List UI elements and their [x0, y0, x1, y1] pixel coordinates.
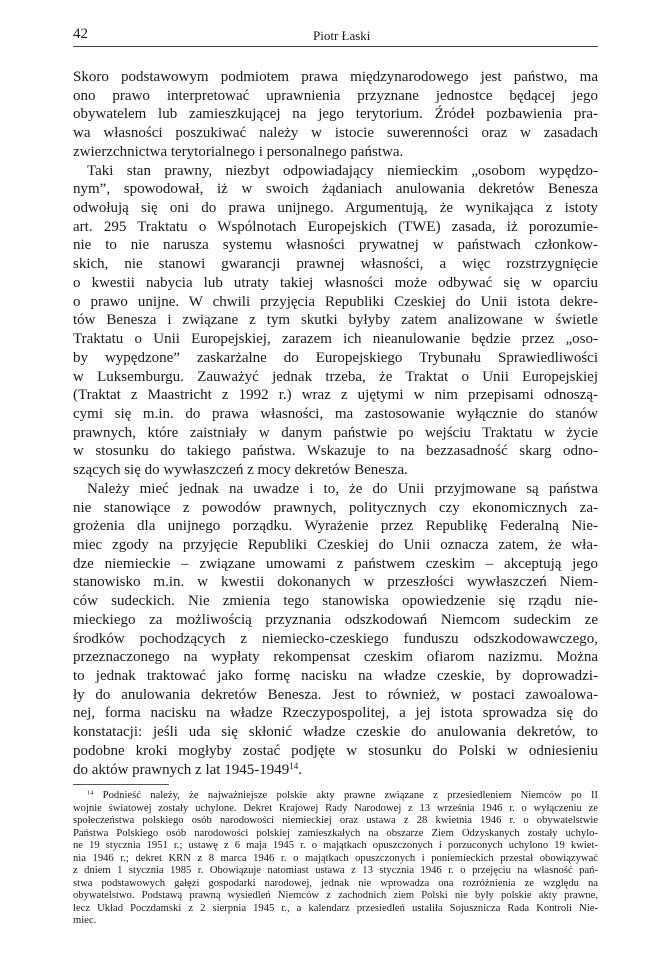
text-line: ono prawo interpretować uprawnienia przyznane jednostce będącej jego	[73, 87, 598, 104]
text-line: grożenia dla unijnego porządku. Wyrażenie przez Republikę Federalną Nie-	[73, 518, 598, 535]
text-line: tów Benesza i związane z tym skutki byłyby zatem analizowane w świetle	[73, 312, 598, 329]
footnote-line: z dniem 1 stycznia 1985 r. Obowiązuje natomiast ustawa z 13 stycznia 1946 r. o przejęciu na własność pań-	[73, 865, 598, 877]
text-line-content: do aktów prawnych z lat 1945-1949	[73, 761, 290, 778]
text-line: nie to nie narusza systemu własności prywatnej w państwach członkow-	[73, 237, 598, 254]
footnote-line: wojnie światowej zostały uchylone. Dekret Krajowej Rady Narodowej z 13 września 1946 r. o wyłączeniu ze	[73, 802, 598, 814]
text-line: nie stanowiące z powodów prawnych, politycznych czy ekonomicznych za-	[73, 499, 598, 516]
footnote-reference[interactable]: 14	[289, 760, 299, 771]
text-line: środków pochodzących z niemiecko-czeskiego funduszu odszkodowawczego,	[73, 630, 598, 647]
text-line: Należy mieć jednak na uwadze i to, że do Unii przyjmowane są państwa	[87, 480, 598, 497]
text-line: art. 295 Traktatu o Wspólnotach Europejskich (TWE) zasada, iż porozumie-	[73, 218, 598, 235]
text-line: o prawo unijne. W chwili przyjęcia Republiki Czeskiej do Unii istota dekre-	[73, 293, 598, 310]
text-line: Skoro podstawowym podmiotem prawa międzynarodowego jest państwo, ma	[73, 69, 598, 85]
footnote-text: Podnieść należy, że najważniejsze polskie akty prawne związane z przesiedleniem Niemców po II	[102, 790, 598, 801]
paragraph-3	[73, 480, 598, 780]
text-line: to jednak traktować jako formę nacisku na władze czeskie, by doprowadzi-	[73, 668, 598, 684]
text-line: Taki stan prawny, niezbyt odpowiadający niemieckim „osobom wypędzo-	[87, 162, 598, 179]
text-line: obywatelem lub zamieszkującej na jego terytorium. Źródeł pozbawienia pra-	[73, 106, 598, 123]
text-line: Traktatu o Unii Europejskiej, zarazem ich nieanulowanie będzie przez „oso-	[73, 331, 598, 348]
text-line: zwierzchnictwa terytorialnego i personalnego państwa.	[73, 143, 404, 160]
text-line: podobne kroki mogłyby zostać podjęte w stosunku do Polski w odniesieniu	[73, 742, 598, 759]
footnote-line: obywatelstwo. Podstawą prawną wysiedleń Niemców z zachodnich ziem Polski nie były polskie akty prawne,	[73, 890, 598, 902]
footnote-14	[73, 790, 598, 928]
running-title-author: Piotr Łaski	[313, 28, 371, 43]
text-line: mieckiego za możliwością przyznania odszkodowań Niemcom sudeckim ze	[73, 611, 598, 628]
text-line: (Traktat z Maastricht z 1992 r.) wraz z ujętymi w nim przepisami odnoszą-	[73, 387, 598, 404]
text-line: prawnych, które zaistniały w danym państwie po wejściu Traktatu w życie	[73, 424, 598, 441]
footnote-line: miec.	[73, 915, 97, 927]
footnote-line: stwa podstawowych gałęzi gospodarki narodowej, jednak nie wprowadza ona rozróżnienia ze względu na	[73, 877, 598, 889]
running-head	[73, 26, 598, 47]
text-line: skich, nie stanowi gwarancji prawnej własności, a więc rozstrzygnięcie	[73, 256, 598, 273]
text-line: wa własności poszukiwać należy w istocie suwerenności oraz w zasadach	[73, 125, 598, 142]
text-line: odwołują się oni do prawa unijnego. Argumentują, że wynikająca z istoty	[73, 200, 598, 217]
footnote-line: lecz Układ Poczdamski z 2 sierpnia 1945 r., a kalendarz przesiedleń ustaliła Sojusznicza Rada Kontroli Nie-	[73, 902, 598, 914]
footnote-line: społeczeństwa polskiego osób narodowości niemieckiej oraz ustawa z 28 kwietnia 1946 r. o obywatelstwie	[73, 815, 598, 827]
main-text	[73, 68, 598, 779]
text-line: cymi się m.in. do prawa własności, ma zastosowanie wyłącznie do stanów	[73, 405, 598, 422]
text-line: dze niemieckie – związane umowami z państwem czeskim – akceptują jego	[73, 555, 598, 572]
footnote-line: nia 1946 r.; dekret KRN z 8 marca 1946 r. o majątkach opuszczonych i poniemieckich przestał obowiązywać	[73, 852, 598, 864]
text-line: nej, forma nacisku na władze Rzeczypospolitej, a jej istota sprowadza się do	[73, 705, 598, 722]
page-number: 42	[73, 26, 88, 42]
text-line: ły do anulowania dekretów Benesza. Jest to również, w postaci zawoalowa-	[73, 686, 598, 703]
text-line: w Luksemburgu. Zauważyć jednak trzeba, że Traktat o Unii Europejskiej	[73, 368, 598, 385]
footnote-line: ne 19 stycznia 1951 r.; ustawę z 6 maja 1945 r. o majątkach opuszczonych i porzuconych uchylono 19 kwiet-	[73, 840, 598, 852]
text-line-with-footnote-ref	[73, 761, 598, 780]
paragraph-1	[73, 68, 598, 162]
footnote-marker: 14	[87, 789, 94, 797]
sentence-end: .	[298, 761, 302, 778]
text-line: by wypędzone” zaskarżalne do Europejskiego Trybunału Sprawiedliwości	[73, 349, 598, 366]
paragraph-2	[73, 162, 598, 480]
footnote-divider	[73, 784, 169, 785]
text-line: przeznaczonego na wypłaty rekompensat czeskim ofiarom nazizmu. Można	[73, 649, 598, 666]
text-line: nym”, spowodował, iż w swoich żądaniach anulowania dekretów Benesza	[73, 181, 598, 198]
text-line: konstatacji: jeśli uda się skłonić władze czeskie do anulowania dekretów, to	[73, 724, 598, 741]
text-line: miec zgody na przyjęcie Republiki Czeskiej do Unii oznacza zatem, że wła-	[73, 536, 598, 553]
text-line: ców sudeckich. Nie zmienia tego stanowiska opowiedzenie się rządu nie-	[73, 593, 598, 610]
text-line: stanowisko m.in. w kwestii dokonanych w przeszłości wywłaszczeń Niem-	[73, 574, 598, 591]
footnote-line	[73, 790, 598, 803]
text-line: o kwestii nabycia lub utraty takiej własności może odbywać się w oparciu	[73, 274, 598, 291]
text-line: szących się do wywłaszczeń z mocy dekretów Benesza.	[73, 462, 408, 479]
text-line: w stosunku do takiego państwa. Wskazuje to na bezzasadność skarg odno-	[73, 443, 598, 460]
footnote-line: Państwa Polskiego osób narodowości polskiej zamieszkałych na obszarze Ziem Odzyskanych zostały uchylo-	[73, 827, 598, 839]
